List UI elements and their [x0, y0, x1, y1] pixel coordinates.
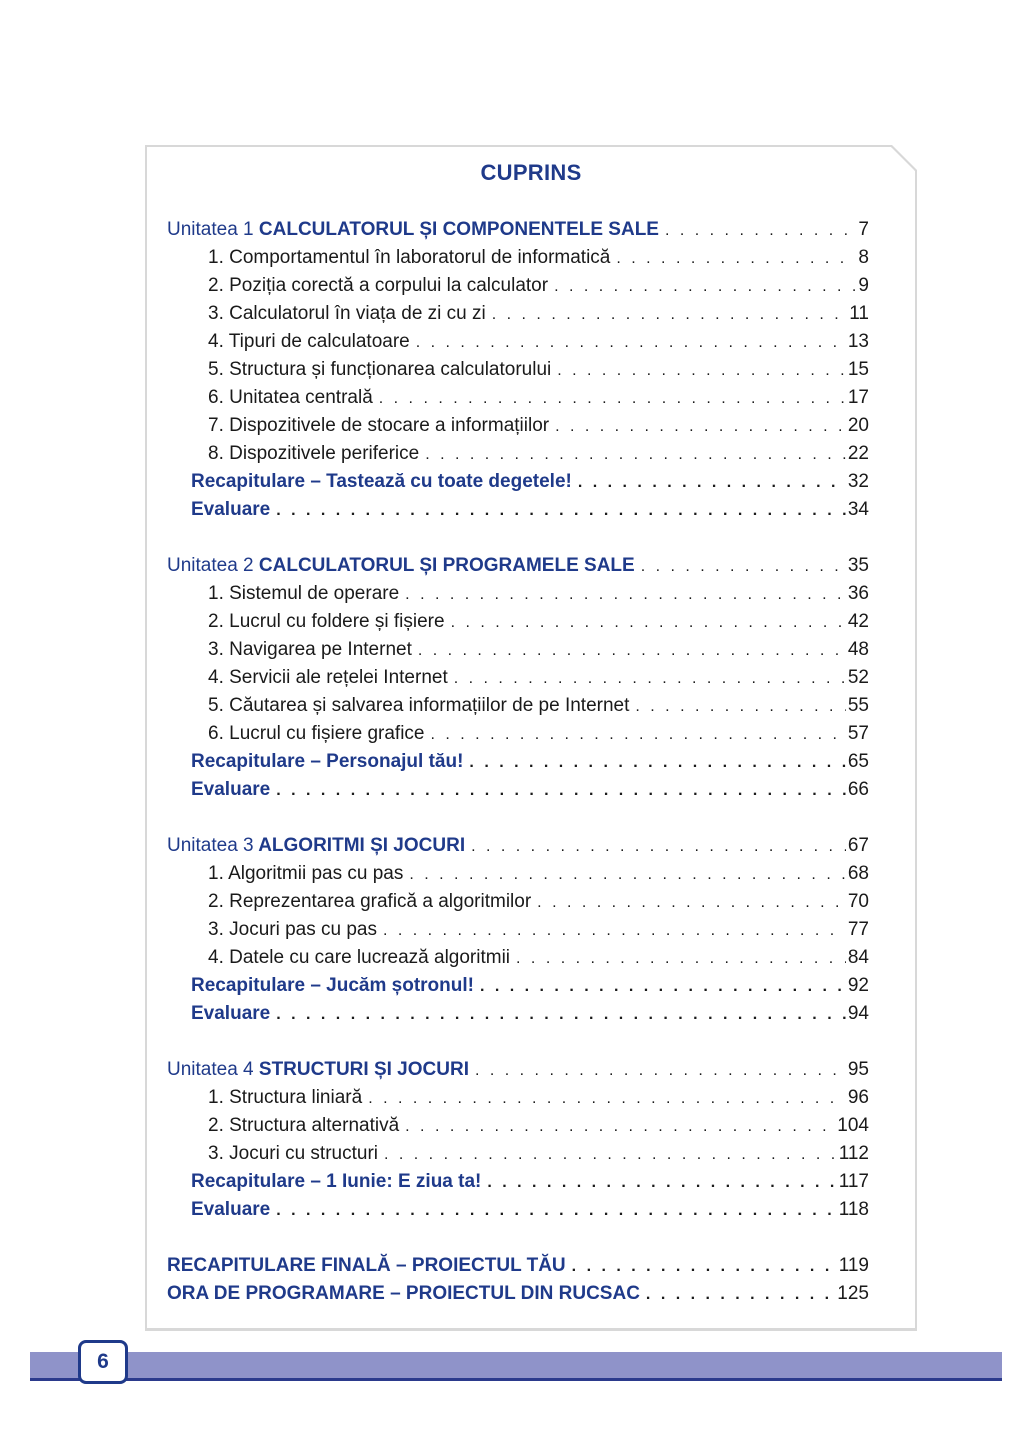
unit-prefix: Unitatea 1 — [167, 219, 254, 240]
toc-page-number: 32 — [847, 471, 869, 492]
dot-leader — [416, 329, 846, 357]
toc-entry-label: 8. Dispozitivele periferice — [208, 443, 420, 464]
dot-leader — [405, 581, 846, 609]
unit-prefix: Unitatea 4 — [167, 1059, 254, 1080]
dot-leader — [516, 945, 846, 973]
toc-page-number: 96 — [847, 1087, 869, 1108]
toc-unit-heading[interactable] — [167, 832, 869, 860]
toc-page-number: 36 — [847, 583, 869, 604]
toc-page-number: 20 — [847, 415, 869, 436]
dot-leader — [480, 973, 846, 1001]
toc-page-number: 22 — [847, 443, 869, 464]
toc-evaluation-entry[interactable] — [191, 1196, 869, 1224]
dot-leader — [431, 721, 846, 749]
dot-leader — [646, 1281, 835, 1309]
toc-entry-label — [167, 216, 665, 244]
toc-page-number: 84 — [847, 947, 869, 968]
toc-lesson-entry[interactable] — [208, 580, 869, 608]
toc-entry-label: 4. Tipuri de calculatoare — [208, 331, 410, 352]
toc-lesson-entry[interactable] — [208, 944, 869, 972]
page-title: CUPRINS — [480, 160, 582, 185]
toc-page-number: 95 — [847, 1059, 869, 1080]
dot-leader — [469, 749, 845, 777]
toc-entry-label: 5. Căutarea și salvarea informațiilor de pe Internet — [208, 695, 630, 716]
toc-page-number: 112 — [838, 1143, 869, 1164]
toc-page-number: 68 — [847, 863, 869, 884]
toc-lesson-entry[interactable] — [208, 860, 869, 888]
toc-final-entry[interactable] — [167, 1280, 869, 1308]
toc-entry-label: 5. Structura și funcționarea calculatorului — [208, 359, 552, 380]
toc-lesson-entry[interactable] — [208, 664, 869, 692]
unit-name: STRUCTURI ȘI JOCURI — [258, 1059, 469, 1080]
toc-entry-label: 1. Sistemul de operare — [208, 583, 400, 604]
toc-entry-label — [167, 832, 471, 860]
toc-entry-label — [167, 552, 641, 580]
dot-leader — [555, 413, 846, 441]
toc-page-number: 48 — [847, 639, 869, 660]
toc-recap-entry[interactable] — [191, 972, 869, 1000]
toc-entry-label: Recapitulare – Jucăm șotronul! — [191, 975, 474, 996]
toc-entry-label: 1. Structura liniară — [208, 1087, 363, 1108]
footer-bar — [30, 1352, 1002, 1381]
toc-unit-heading[interactable] — [167, 1056, 869, 1084]
toc-entry-label: 3. Jocuri pas cu pas — [208, 919, 377, 940]
toc-lesson-entry[interactable] — [208, 244, 869, 272]
toc-recap-entry[interactable] — [191, 748, 869, 776]
toc-entry-label: Recapitulare – Personajul tău! — [191, 751, 464, 772]
toc-lesson-entry[interactable] — [208, 636, 869, 664]
toc-evaluation-entry[interactable] — [191, 1000, 869, 1028]
toc-entry-label: 2. Structura alternativă — [208, 1115, 400, 1136]
toc-page-number: 17 — [847, 387, 869, 408]
toc-page-number: 119 — [838, 1255, 869, 1276]
unit-prefix: Unitatea 3 — [167, 835, 254, 856]
dot-leader — [384, 1141, 837, 1169]
toc-page-number: 7 — [858, 219, 869, 240]
toc-unit-heading[interactable] — [167, 216, 869, 244]
dot-leader — [578, 469, 846, 497]
toc-entry-label: Recapitulare – Tastează cu toate degetele! — [191, 471, 572, 492]
toc-page-number: 55 — [847, 695, 869, 716]
dot-leader — [557, 357, 846, 385]
toc-page-number: 34 — [847, 499, 869, 520]
toc-page-number: 92 — [847, 975, 869, 996]
toc-evaluation-entry[interactable] — [191, 496, 869, 524]
toc-page-number: 57 — [847, 723, 869, 744]
dot-leader — [665, 217, 856, 245]
toc-page-number: 77 — [847, 919, 869, 940]
toc-entry-label: Evaluare — [191, 1003, 271, 1024]
toc-page-number: 9 — [858, 275, 869, 296]
toc-lesson-entry[interactable] — [208, 300, 869, 328]
toc-recap-entry[interactable] — [191, 468, 869, 496]
dot-leader — [418, 637, 846, 665]
toc-page-number: 15 — [847, 359, 869, 380]
toc-entry-label: 6. Lucrul cu fișiere grafice — [208, 723, 425, 744]
dot-leader — [537, 889, 846, 917]
dot-leader — [383, 917, 846, 945]
toc-page-number: 94 — [847, 1003, 869, 1024]
dot-leader — [487, 1169, 836, 1197]
toc-page-number: 67 — [847, 835, 869, 856]
unit-name: ALGORITMI ȘI JOCURI — [258, 835, 466, 856]
toc-entry-label: 3. Calculatorul în viața de zi cu zi — [208, 303, 486, 324]
toc-entry-label: 1. Algoritmii pas cu pas — [208, 863, 404, 884]
toc-lesson-entry[interactable] — [208, 1140, 869, 1168]
toc-entry-label: RECAPITULARE FINALĂ – PROIECTUL TĂU — [167, 1255, 566, 1276]
dot-leader — [616, 245, 856, 273]
unit-name: CALCULATORUL ȘI COMPONENTELE SALE — [258, 219, 659, 240]
toc-lesson-entry[interactable] — [208, 440, 869, 468]
toc-entry-label: 3. Navigarea pe Internet — [208, 639, 412, 660]
toc-evaluation-entry[interactable] — [191, 776, 869, 804]
toc-lesson-entry[interactable] — [208, 720, 869, 748]
toc-lesson-entry[interactable] — [208, 328, 869, 356]
toc-entry-label: 4. Datele cu care lucrează algoritmii — [208, 947, 511, 968]
toc-page-number: 70 — [847, 891, 869, 912]
toc-entry-label: Evaluare — [191, 1199, 271, 1220]
toc-page-number: 13 — [847, 331, 869, 352]
toc-entry-label: 4. Servicii ale rețelei Internet — [208, 667, 448, 688]
dot-leader — [379, 385, 846, 413]
dot-leader — [635, 693, 845, 721]
dot-leader — [425, 441, 846, 469]
toc-entry-label: Evaluare — [191, 779, 271, 800]
dot-leader — [276, 1001, 846, 1029]
toc-entry-label: 7. Dispozitivele de stocare a informațiilor — [208, 415, 550, 436]
toc-page-number: 65 — [847, 751, 869, 772]
toc-page-number: 8 — [858, 247, 869, 268]
toc-lesson-entry[interactable] — [208, 692, 869, 720]
dot-leader — [451, 609, 846, 637]
dot-leader — [276, 1197, 836, 1225]
toc-entry-label: 2. Poziția corectă a corpului la calculator — [208, 275, 549, 296]
toc-lesson-entry[interactable] — [208, 412, 869, 440]
dot-leader — [276, 497, 846, 525]
unit-name: CALCULATORUL ȘI PROGRAMELE SALE — [258, 555, 635, 576]
toc-page-number: 35 — [847, 555, 869, 576]
page-number-badge: 6 — [78, 1340, 128, 1384]
toc-lesson-entry[interactable] — [208, 1084, 869, 1112]
toc-page-number: 125 — [837, 1283, 869, 1304]
dot-leader — [276, 777, 846, 805]
toc-page-number: 52 — [847, 667, 869, 688]
toc-page-number: 104 — [837, 1115, 869, 1136]
toc-lesson-entry[interactable] — [208, 1112, 869, 1140]
dot-leader — [641, 553, 846, 581]
dot-leader — [471, 833, 846, 861]
dot-leader — [572, 1253, 837, 1281]
toc-lesson-entry[interactable] — [208, 916, 869, 944]
toc-lesson-entry[interactable] — [208, 608, 869, 636]
dot-leader — [409, 861, 845, 889]
toc-entry-label: ORA DE PROGRAMARE – PROIECTUL DIN RUCSAC — [167, 1283, 640, 1304]
dot-leader — [368, 1085, 846, 1113]
toc-entry-label — [167, 1056, 475, 1084]
dot-leader — [405, 1113, 835, 1141]
toc-entry-label: Recapitulare – 1 Iunie: E ziua ta! — [191, 1171, 482, 1192]
toc-lesson-entry[interactable] — [208, 272, 869, 300]
dot-leader — [475, 1057, 846, 1085]
toc-recap-entry[interactable] — [191, 1168, 869, 1196]
dot-leader — [492, 301, 848, 329]
toc-entry-label: 1. Comportamentul în laboratorul de informatică — [208, 247, 611, 268]
toc-entry-label: 3. Jocuri cu structuri — [208, 1143, 378, 1164]
toc-entry-label: Evaluare — [191, 499, 271, 520]
toc-entry-label: 2. Lucrul cu foldere și fișiere — [208, 611, 445, 632]
dot-leader — [554, 273, 856, 301]
toc-unit-heading[interactable] — [167, 552, 869, 580]
dot-leader — [454, 665, 846, 693]
toc-final-entry[interactable] — [167, 1252, 869, 1280]
toc-page-number: 117 — [838, 1171, 869, 1192]
toc-entry-label: 2. Reprezentarea grafică a algoritmilor — [208, 891, 532, 912]
unit-prefix: Unitatea 2 — [167, 555, 254, 576]
toc-lesson-entry[interactable] — [208, 384, 869, 412]
toc-entry-label: 6. Unitatea centrală — [208, 387, 373, 408]
toc-page-number: 66 — [847, 779, 869, 800]
toc-page-number: 42 — [847, 611, 869, 632]
toc-lesson-entry[interactable] — [208, 888, 869, 916]
toc-lesson-entry[interactable] — [208, 356, 869, 384]
toc-page-number: 11 — [849, 303, 869, 324]
toc-page-number: 118 — [838, 1199, 869, 1220]
